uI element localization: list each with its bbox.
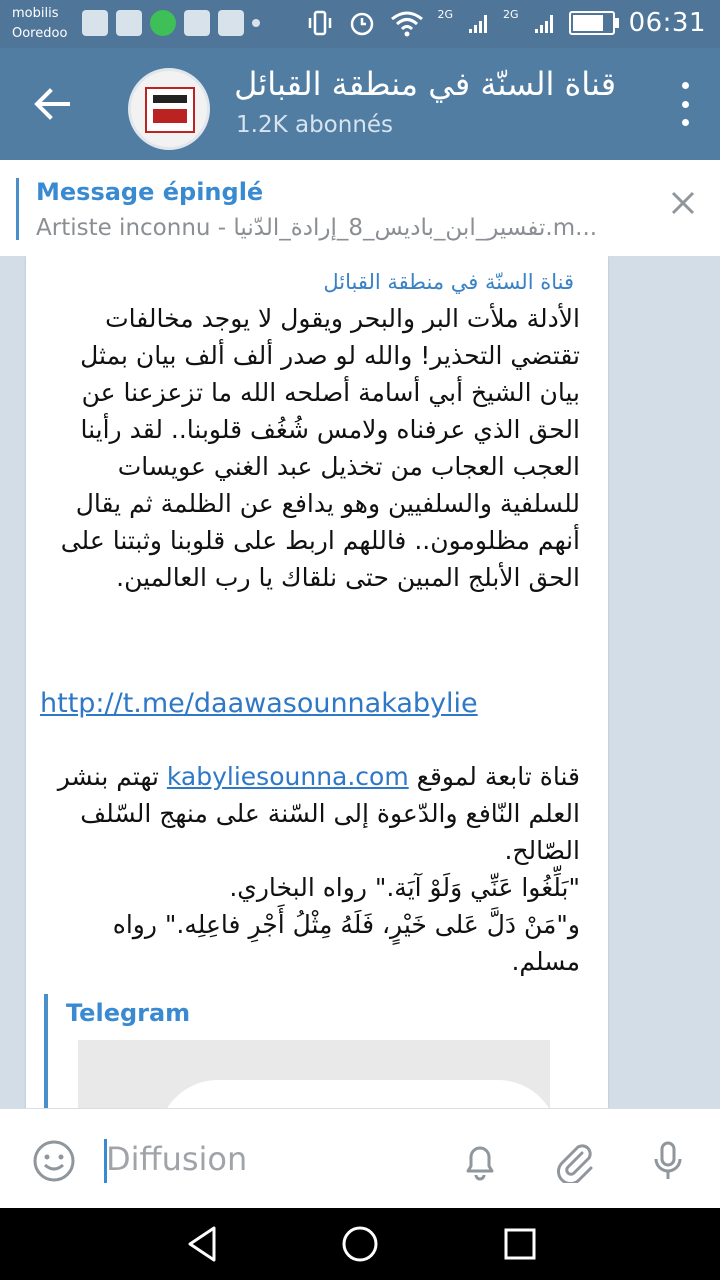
- bell-icon[interactable]: [458, 1139, 502, 1183]
- close-icon[interactable]: [668, 188, 698, 218]
- nav-back-icon[interactable]: [180, 1222, 224, 1266]
- pinned-label: Message épinglé: [36, 178, 264, 206]
- system-nav-bar: [0, 1208, 720, 1280]
- download-notification-icon: [218, 10, 244, 36]
- notification-icons: [82, 10, 260, 36]
- channel-title[interactable]: قناة السنّة في منطقة القبائل: [234, 65, 616, 103]
- clock: 06:31: [628, 8, 706, 38]
- message-bubble: [26, 256, 608, 1108]
- nav-recents-icon[interactable]: [498, 1222, 542, 1266]
- signal-icon-2: [533, 11, 555, 35]
- vibrate-icon: [306, 9, 334, 37]
- chat-area: [0, 256, 720, 1108]
- emoji-icon[interactable]: [32, 1139, 76, 1183]
- carrier-name-2: Ooredoo: [12, 26, 68, 41]
- preview-image[interactable]: [78, 1040, 550, 1108]
- channel-avatar[interactable]: [128, 68, 210, 150]
- nav-home-icon[interactable]: [338, 1222, 382, 1266]
- paperclip-icon[interactable]: [552, 1139, 596, 1183]
- carrier-info: [12, 4, 67, 44]
- app-notification-icon: [184, 10, 210, 36]
- carrier-name-1: mobilis: [12, 6, 59, 21]
- app-bar: [0, 48, 720, 160]
- pinned-message[interactable]: [0, 160, 720, 257]
- hadith-1: "بَلِّغُوا عَنِّي وَلَوْ آيَة." رواه البخاري.: [229, 873, 580, 902]
- status-bar: [0, 0, 720, 48]
- gallery-notification-icon: [82, 10, 108, 36]
- battery-icon: [569, 11, 615, 35]
- microphone-icon[interactable]: [646, 1139, 690, 1183]
- link-preview[interactable]: [44, 994, 588, 1108]
- site-description: [38, 758, 580, 869]
- network-type-2: 2G: [503, 8, 519, 21]
- more-vertical-icon[interactable]: [680, 82, 690, 126]
- photo-notification-icon: [116, 10, 142, 36]
- site-suffix: تهتم بنشر العلم النّافع والدّعوة إلى السّنة على منهج السّلف الصّالح.: [57, 762, 580, 865]
- site-prefix: قناة تابعة لموقع: [416, 762, 580, 791]
- network-type-1: 2G: [437, 8, 454, 21]
- hadith-2: و"مَنْ دَلَّ عَلى خَيْرٍ، فَلَهُ مِثْلُ أَجْرِ فاعِلِه." رواه مسلم.: [112, 910, 580, 976]
- channel-link[interactable]: http://t.me/daawasounnakabylie: [40, 688, 478, 719]
- pinned-text: Artiste inconnu - تفسير_ابن_باديس_8_إرادة_الدّنيا.m...: [36, 215, 598, 241]
- pinned-accent-bar: [16, 178, 19, 240]
- message-footer: [38, 758, 580, 980]
- channel-logo: [145, 87, 195, 133]
- whatsapp-notification-icon: [150, 10, 176, 36]
- message-author: قناة السنّة في منطقة القبائل: [323, 270, 574, 294]
- signal-icon-1: [467, 11, 489, 35]
- site-link[interactable]: kabyliesounna.com: [166, 762, 409, 791]
- message-body: الأدلة ملأت البر والبحر ويقول لا يوجد مخالفات تقتضي التحذير! والله لو صدر ألف ألف بيان بمثل بيان الشيخ أبي أسامة أصلحه الله ما تزعزعنا عن الحق الذي عرفناه ولامس شُغُف قلوبنا.. لقد رأينا العجب العجاب من تخذيل عبد الغني عويسات للسلفية والسلفيين وهو يدافع عن الظلمة ثم يقال أنهم مظلومون.. فاللهم اربط على قلوبنا وثبتنا على الحق الأبلج المبين حتى نلقاك يا رب العالمين.: [60, 304, 580, 592]
- input-bar: [0, 1108, 720, 1209]
- more-notifications-icon: [252, 19, 260, 27]
- system-icons: [306, 8, 707, 38]
- wifi-icon: [390, 9, 424, 37]
- message-input[interactable]: [106, 1137, 406, 1181]
- preview-site-name: Telegram: [66, 999, 191, 1027]
- arrow-left-icon[interactable]: [30, 82, 74, 126]
- channel-subscribers: 1.2K abonnés: [236, 112, 394, 138]
- alarm-icon: [348, 9, 376, 37]
